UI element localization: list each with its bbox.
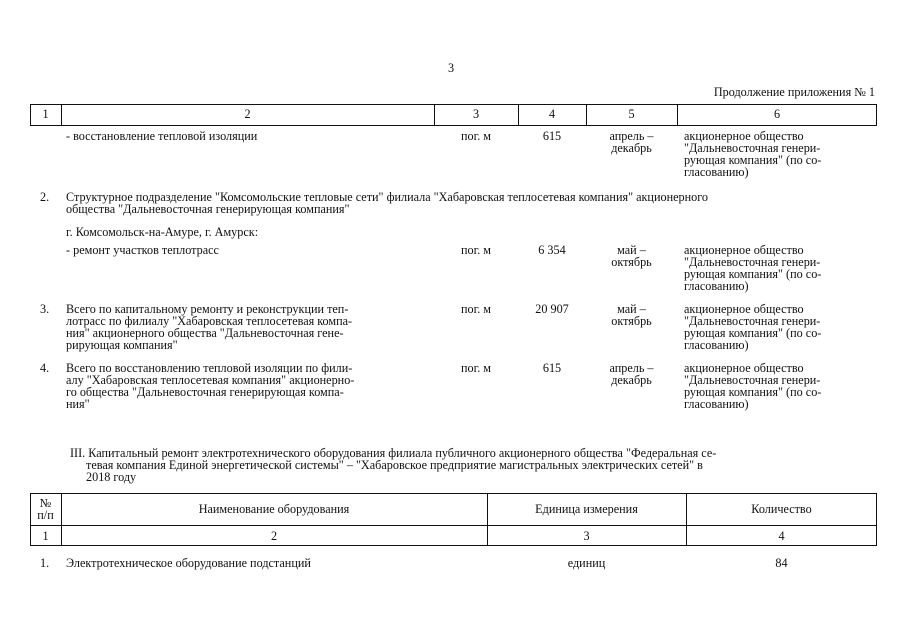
row-name: Всего по восстановлению тепловой изоляции по фили- алу "Хабаровская теплосетевая компания" акционерно- го общества "Дальневосточная генерирующая компа- ния" (66, 361, 355, 411)
t2-header-num: № п/п (37, 496, 54, 522)
row-name: - восстановление тепловой изоляции (66, 129, 258, 143)
row-unit: пог. м (460, 361, 492, 375)
row-name: - ремонт участков теплотрасс (66, 243, 219, 257)
t2-header-unit: Единица измерения (535, 502, 638, 516)
row-name: Электротехническое оборудование подстанций (66, 556, 311, 570)
row-executor: акционерное общество "Дальневосточная генери- рующая компания" (по со- гласованию) (684, 302, 822, 352)
t1-colnum-2: 2 (244, 107, 251, 121)
row-qty: 20 907 (535, 302, 569, 316)
row-executor: акционерное общество "Дальневосточная генери- рующая компания" (по со- гласованию) (684, 361, 822, 411)
row-executor: акционерное общество "Дальневосточная генери- рующая компания" (по со- гласованию) (684, 243, 822, 293)
row-name: Всего по капитальному ремонту и реконструкции теп- лотрасс по филиалу "Хабаровская теплосетевая компа- ния" акционерного общества "Дальневосточная гене- рирующая компания" (66, 302, 353, 352)
t2-header-qty: Количество (751, 502, 812, 516)
row-unit: пог. м (460, 129, 492, 143)
row-qty: 615 (542, 129, 562, 143)
t1-colnum-6: 6 (773, 107, 781, 121)
row-qty: 84 (775, 556, 788, 570)
t2-colnum-4: 4 (778, 529, 785, 543)
t2-colnum-1: 1 (42, 529, 49, 543)
row-executor: акционерное общество "Дальневосточная генери- рующая компания" (по со- гласованию) (684, 129, 822, 179)
t1-colnum-3: 3 (472, 107, 480, 121)
t2-colnum-2: 2 (270, 529, 278, 543)
row-period: май – октябрь (611, 243, 652, 269)
t2-colnum-3: 3 (583, 529, 590, 543)
t2-header-name: Наименование оборудования (198, 502, 350, 516)
section-city: г. Комсомольск-на-Амуре, г. Амурск: (66, 225, 259, 239)
t1-colnum-4: 4 (548, 107, 556, 121)
section-title: Структурное подразделение "Комсомольские тепловые сети" филиала "Хабаровская теплосетевая компания" акционерного общества "Дальневосточная генерирующая компания" (66, 190, 709, 216)
row-qty: 615 (542, 361, 562, 375)
t1-colnum-5: 5 (628, 107, 635, 121)
row-period: апрель – декабрь (609, 129, 654, 155)
row-qty: 6 354 (538, 243, 566, 257)
section-heading: III. Капитальный ремонт электротехнического оборудования филиала публичного акционерного общества "Федеральная се- тевая компания Единой энергетической системы" – "Хабаровское предприятие магистральных электрических сетей" в 2018 году (70, 446, 717, 484)
row-unit: пог. м (460, 243, 492, 257)
row-unit: пог. м (460, 302, 492, 316)
row-number: 1. (40, 556, 50, 570)
page-number: 3 (448, 61, 455, 75)
continuation-note: Продолжение приложения № 1 (713, 85, 875, 99)
row-period: апрель – декабрь (609, 361, 654, 387)
row-number: 3. (40, 302, 50, 316)
row-number: 2. (40, 190, 50, 204)
row-unit: единиц (567, 556, 606, 570)
row-period: май – октябрь (611, 302, 652, 328)
row-number: 4. (40, 361, 50, 375)
t1-colnum-1: 1 (42, 107, 49, 121)
